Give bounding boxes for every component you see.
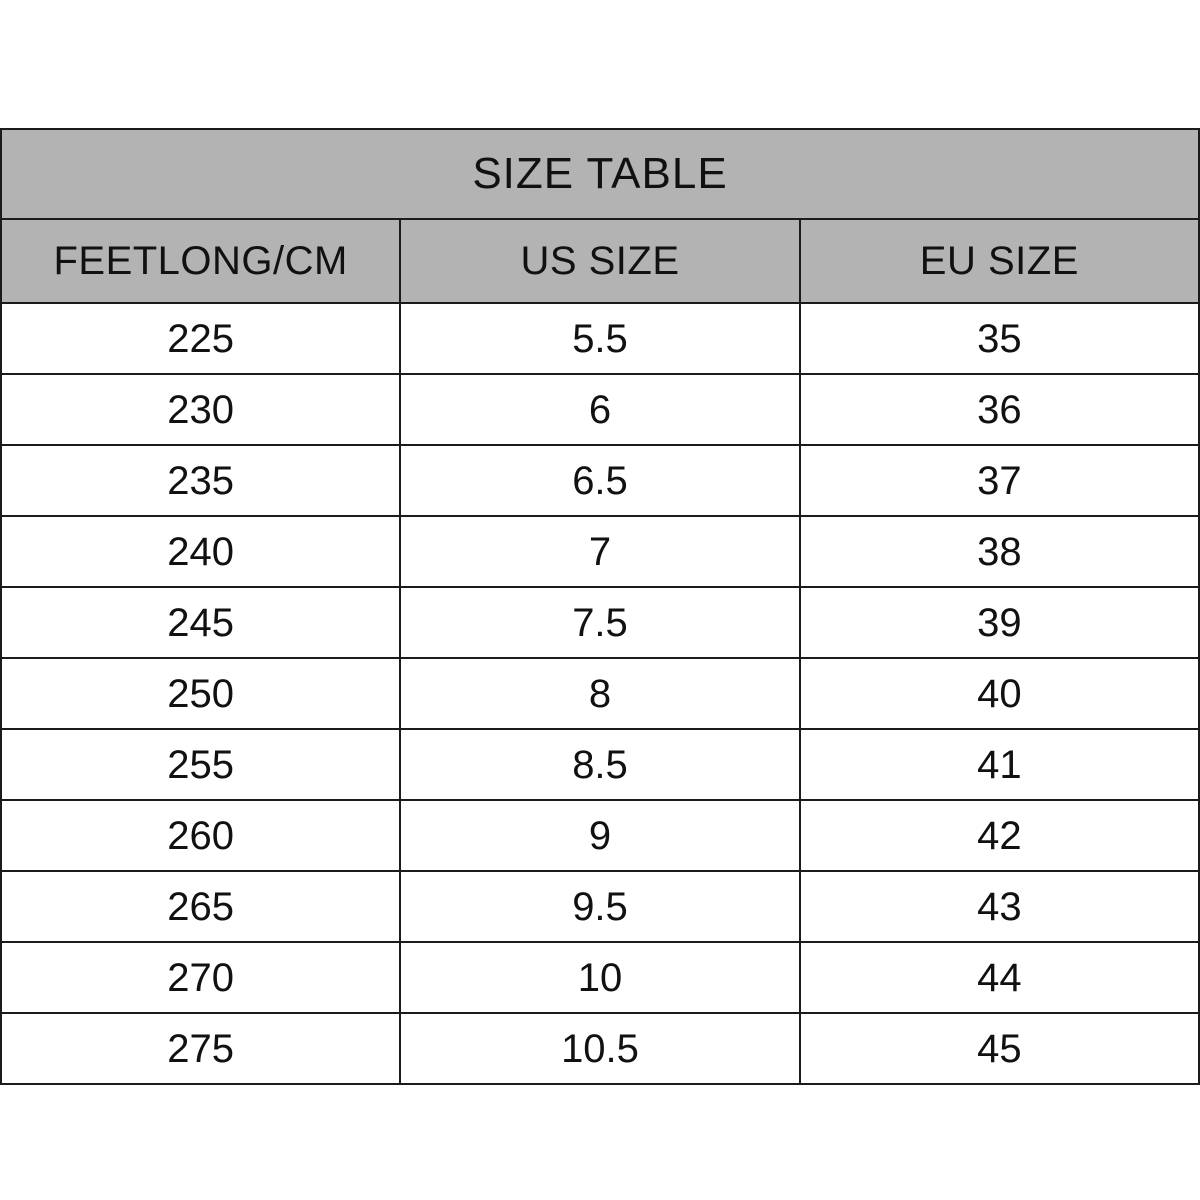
- cell-value: 45: [977, 1026, 1022, 1071]
- table-row: [1, 445, 1199, 516]
- cell-value: 44: [977, 955, 1022, 1000]
- size-table-body: [1, 129, 1199, 1084]
- column-header-feetlong-label: FEETLONG/CM: [53, 239, 348, 283]
- cell-eu-size: [800, 942, 1199, 1013]
- table-header-row: [1, 219, 1199, 303]
- cell-eu-size: [800, 658, 1199, 729]
- cell-eu-size: [800, 516, 1199, 587]
- cell-value: 6.5: [572, 458, 628, 503]
- cell-feetlong: [1, 303, 400, 374]
- cell-feetlong: [1, 516, 400, 587]
- cell-value: 8: [588, 671, 612, 716]
- column-header-us-size-label: US SIZE: [520, 239, 680, 283]
- cell-feetlong: [1, 800, 400, 871]
- cell-value: 41: [977, 742, 1022, 787]
- cell-value: 8.5: [572, 742, 628, 787]
- cell-value: 240: [167, 529, 235, 574]
- cell-eu-size: [800, 303, 1199, 374]
- cell-value: 260: [167, 813, 235, 858]
- table-row: [1, 871, 1199, 942]
- cell-value: 225: [167, 316, 235, 361]
- cell-value: 35: [977, 316, 1022, 361]
- cell-us-size: [400, 871, 799, 942]
- cell-eu-size: [800, 871, 1199, 942]
- cell-value: 7.5: [572, 600, 628, 645]
- table-row: [1, 658, 1199, 729]
- size-table: [0, 128, 1200, 1085]
- column-header-feetlong: [1, 219, 400, 303]
- cell-value: 235: [167, 458, 235, 503]
- cell-value: 7: [588, 529, 612, 574]
- cell-us-size: [400, 1013, 799, 1084]
- cell-value: 43: [977, 884, 1022, 929]
- cell-value: 37: [977, 458, 1022, 503]
- cell-feetlong: [1, 729, 400, 800]
- cell-eu-size: [800, 1013, 1199, 1084]
- cell-eu-size: [800, 800, 1199, 871]
- cell-value: 245: [167, 600, 235, 645]
- cell-feetlong: [1, 871, 400, 942]
- cell-value: 6: [588, 387, 612, 432]
- cell-eu-size: [800, 587, 1199, 658]
- cell-us-size: [400, 445, 799, 516]
- cell-value: 42: [977, 813, 1022, 858]
- cell-value: 270: [167, 955, 235, 1000]
- cell-value: 10.5: [561, 1026, 639, 1071]
- cell-us-size: [400, 658, 799, 729]
- table-title: SIZE TABLE: [472, 149, 728, 198]
- size-table-container: [0, 128, 1200, 1085]
- table-row: [1, 942, 1199, 1013]
- column-header-eu-size: [800, 219, 1199, 303]
- cell-value: 9.5: [572, 884, 628, 929]
- cell-value: 38: [977, 529, 1022, 574]
- cell-value: 39: [977, 600, 1022, 645]
- cell-value: 250: [167, 671, 235, 716]
- cell-us-size: [400, 303, 799, 374]
- cell-us-size: [400, 800, 799, 871]
- cell-value: 40: [977, 671, 1022, 716]
- cell-feetlong: [1, 942, 400, 1013]
- cell-eu-size: [800, 729, 1199, 800]
- table-row: [1, 800, 1199, 871]
- cell-feetlong: [1, 1013, 400, 1084]
- table-row: [1, 516, 1199, 587]
- cell-us-size: [400, 587, 799, 658]
- cell-us-size: [400, 374, 799, 445]
- cell-feetlong: [1, 587, 400, 658]
- cell-value: 9: [588, 813, 612, 858]
- column-header-us-size: [400, 219, 799, 303]
- cell-feetlong: [1, 658, 400, 729]
- table-row: [1, 587, 1199, 658]
- cell-value: 230: [167, 387, 235, 432]
- cell-value: 275: [167, 1026, 235, 1071]
- cell-value: 10: [577, 955, 623, 1000]
- table-row: [1, 303, 1199, 374]
- cell-us-size: [400, 729, 799, 800]
- cell-value: 36: [977, 387, 1022, 432]
- cell-us-size: [400, 516, 799, 587]
- cell-eu-size: [800, 445, 1199, 516]
- cell-feetlong: [1, 374, 400, 445]
- table-title-row: [1, 129, 1199, 219]
- cell-value: 5.5: [572, 316, 628, 361]
- cell-feetlong: [1, 445, 400, 516]
- cell-us-size: [400, 942, 799, 1013]
- column-header-eu-size-label: EU SIZE: [919, 239, 1079, 283]
- cell-value: 265: [167, 884, 235, 929]
- cell-value: 255: [167, 742, 235, 787]
- table-row: [1, 1013, 1199, 1084]
- table-row: [1, 374, 1199, 445]
- cell-eu-size: [800, 374, 1199, 445]
- table-row: [1, 729, 1199, 800]
- table-title-cell: [1, 129, 1199, 219]
